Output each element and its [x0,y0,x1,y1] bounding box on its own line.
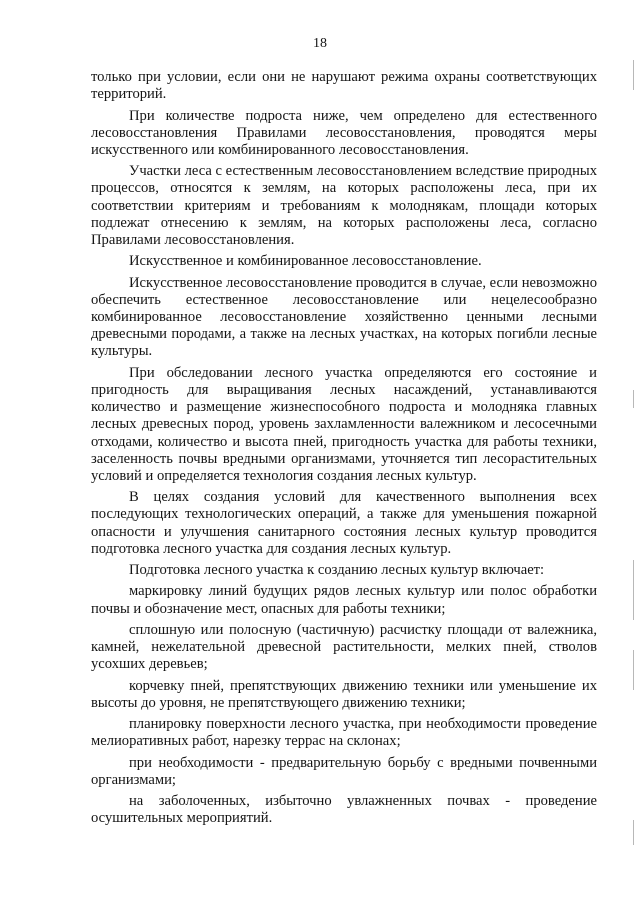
list-item: маркировку линий будущих рядов лесных культур или полос обработки почвы и обозначение мест, опасных для работы техники; [91,583,597,617]
scan-edge-mark [633,390,634,408]
paragraph: При количестве подроста ниже, чем определено для естественного лесовосстановления Правилами лесовосстановления, проводятся меры искусственного или комбинированного лесовосстановления. [91,107,597,158]
paragraph-continuation: только при условии, если они не нарушают режима охраны соответствующих территорий. [91,69,597,103]
paragraph: Искусственное лесовосстановление проводится в случае, если невозможно обеспечить естественное лесовосстановление или нецелесообразно комбинированное лесовосстановление хозяйственно ценными лесными древесными породами, а также на лесных участках, на которых погибли лесные культуры. [91,274,597,360]
list-item: при необходимости - предварительную борьбу с вредными почвенными организмами; [91,754,597,788]
scan-edge-mark [633,560,634,620]
paragraph: Участки леса с естественным лесовосстановлением вследствие природных процессов, относятся к землям, на которых расположены леса, при их соответствии критериям и требованиям к молоднякам, площади которых подлежат отнесению к землям, на которых расположены леса, согласно Правилами лесовосстановления. [91,163,597,249]
page-number: 18 [313,36,327,51]
list-intro: Подготовка лесного участка к созданию лесных культур включает: [129,562,545,579]
scan-edge-mark [633,820,634,845]
list-item: сплошную или полосную (частичную) расчистку площади от валежника, камней, нежелательной древесной растительности, мелких пней, стволов усохших деревьев; [91,621,597,673]
scan-edge-mark [633,650,634,690]
scan-edge-mark [633,60,634,90]
list-item: планировку поверхности лесного участка, при необходимости проведение мелиоративных работ, нарезку террас на склонах; [91,716,597,750]
section-heading: Искусственное и комбинированное лесовосстановление. [129,253,482,270]
document-body [91,69,597,832]
paragraph: При обследовании лесного участка определяются его состояние и пригодность для выращивания лесных насаждений, устанавливаются количество и размещение жизнеспособного подроста и молодняка главных лесных древесных пород, уровень захламленности валежником и лесосечными отходами, количество и высота пней, пригодность участка для работы техники, заселенность почвы вредными организмами, уточняется тип лесорастительных условий и определяется технология создания лесных культур. [91,364,597,484]
list-item: на заболоченных, избыточно увлажненных почвах - проведение осушительных мероприятий. [91,793,597,827]
paragraph: В целях создания условий для качественного выполнения всех последующих технологических операций, а также для уменьшения пожарной опасности и улучшения санитарного состояния лесных культур проводится подготовка лесного участка для создания лесных культур. [91,489,597,557]
list-item: корчевку пней, препятствующих движению техники или уменьшение их высоты до уровня, не препятствующего движению техники; [91,677,597,711]
